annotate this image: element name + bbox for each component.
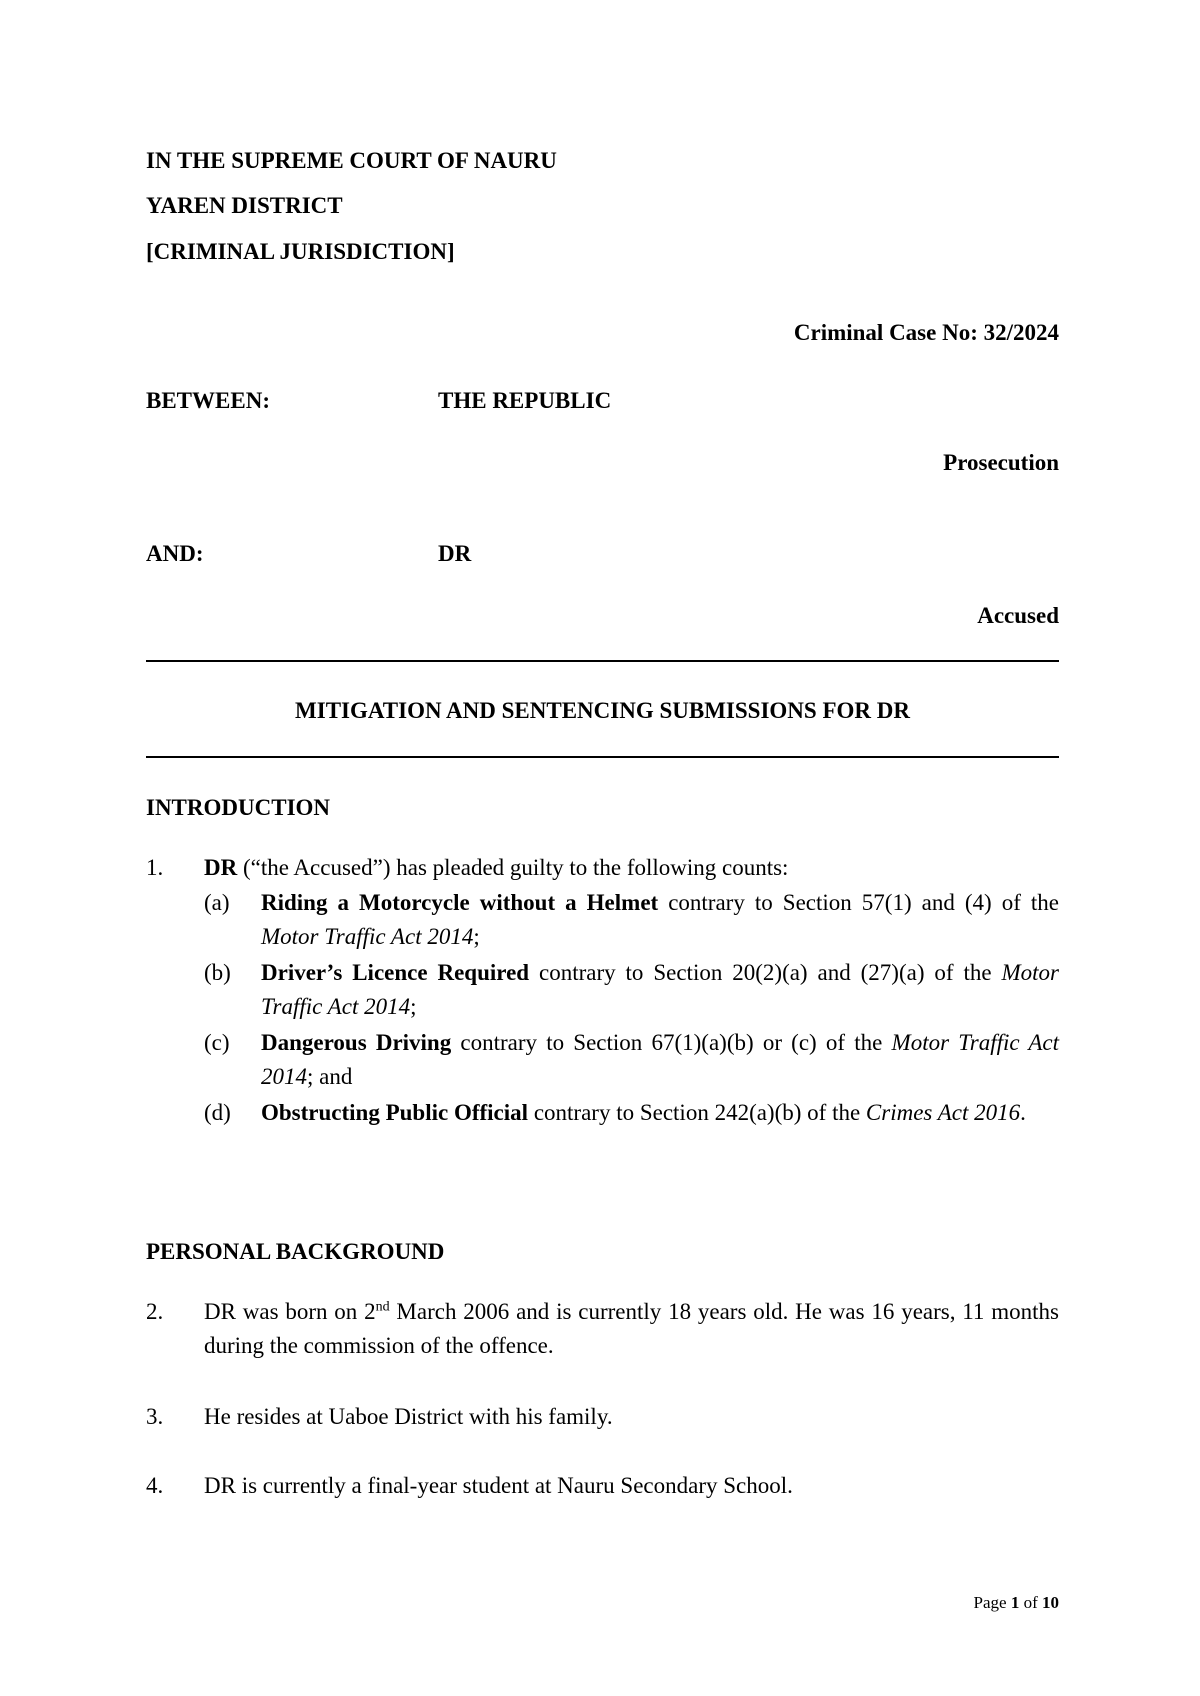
count-tail: ; and [307,1064,353,1089]
court-name: IN THE SUPREME COURT OF NAURU [146,148,557,173]
count-tail: . [1020,1100,1026,1125]
page-number: 1 [1010,1593,1020,1612]
title-rule-bottom [146,756,1059,758]
count-name: Riding a Motorcycle without a Helmet [261,890,659,915]
court-jurisdiction: [CRIMINAL JURISDICTION] [146,239,455,264]
paragraph-2-text-cont: March 2006 and is currently 18 years old. He was 16 years, 11 months during the commission of the offence. [204,1299,1059,1358]
count-label: (d) [204,1100,231,1125]
page-word: Page [973,1593,1011,1612]
paragraph-1-text: (“the Accused”) has pleaded guilty to the following counts: [237,855,789,880]
introduction-heading: INTRODUCTION [146,795,331,820]
paragraph-1 [204,851,1059,885]
page-footer [974,1593,1059,1613]
count-label: (c) [204,1030,230,1055]
court-district: YAREN DISTRICT [146,193,343,218]
act-name: Crimes Act 2016 [865,1100,1021,1125]
count-a [261,886,1059,954]
accused-name: DR [204,855,238,880]
and-label: AND: [146,541,204,566]
count-text: contrary to Section 57(1) and (4) of the [658,890,1059,915]
case-number: Criminal Case No: 32/2024 [793,320,1059,345]
count-name: Driver’s Licence Required [261,960,530,985]
count-label: (a) [204,890,230,915]
count-name: Dangerous Driving [261,1030,452,1055]
paragraph-number: 3. [146,1404,164,1429]
count-text: contrary to Section 242(a)(b) of the [528,1100,866,1125]
paragraph-4: DR is currently a final-year student at Nauru Secondary School. [204,1473,793,1498]
act-name: Motor Traffic Act 2014 [261,960,1059,1019]
paragraph-number: 2. [146,1299,164,1324]
count-tail: ; [410,994,417,1019]
page-total: 10 [1042,1593,1059,1612]
count-tail: ; [473,924,480,949]
count-label: (b) [204,960,231,985]
accused-role: Accused [977,603,1059,628]
of-word: of [1019,1593,1042,1612]
prosecution-role: Prosecution [943,450,1059,475]
paragraph-number: 1. [146,855,164,880]
count-c [261,1026,1059,1094]
personal-background-heading: PERSONAL BACKGROUND [146,1239,445,1264]
between-party: THE REPUBLIC [438,388,612,413]
paragraph-2 [204,1295,1059,1363]
title-rule-top [146,660,1059,662]
paragraph-number: 4. [146,1473,164,1498]
count-text: contrary to Section 67(1)(a)(b) or (c) of the [451,1030,892,1055]
paragraph-3: He resides at Uaboe District with his family. [204,1404,613,1429]
document-title: MITIGATION AND SENTENCING SUBMISSIONS FOR DR [295,698,910,723]
count-b [261,956,1059,1024]
and-party: DR [438,541,472,566]
count-d [261,1096,1059,1130]
act-name: Motor Traffic Act 2014 [261,1030,1059,1089]
ordinal-suffix: nd [375,1299,390,1315]
paragraph-2-text: DR was born on 2 [204,1299,376,1324]
count-text: contrary to Section 20(2)(a) and (27)(a) of the [529,960,1002,985]
count-name: Obstructing Public Official [261,1100,529,1125]
between-label: BETWEEN: [146,388,270,413]
act-name: Motor Traffic Act 2014 [261,924,474,949]
